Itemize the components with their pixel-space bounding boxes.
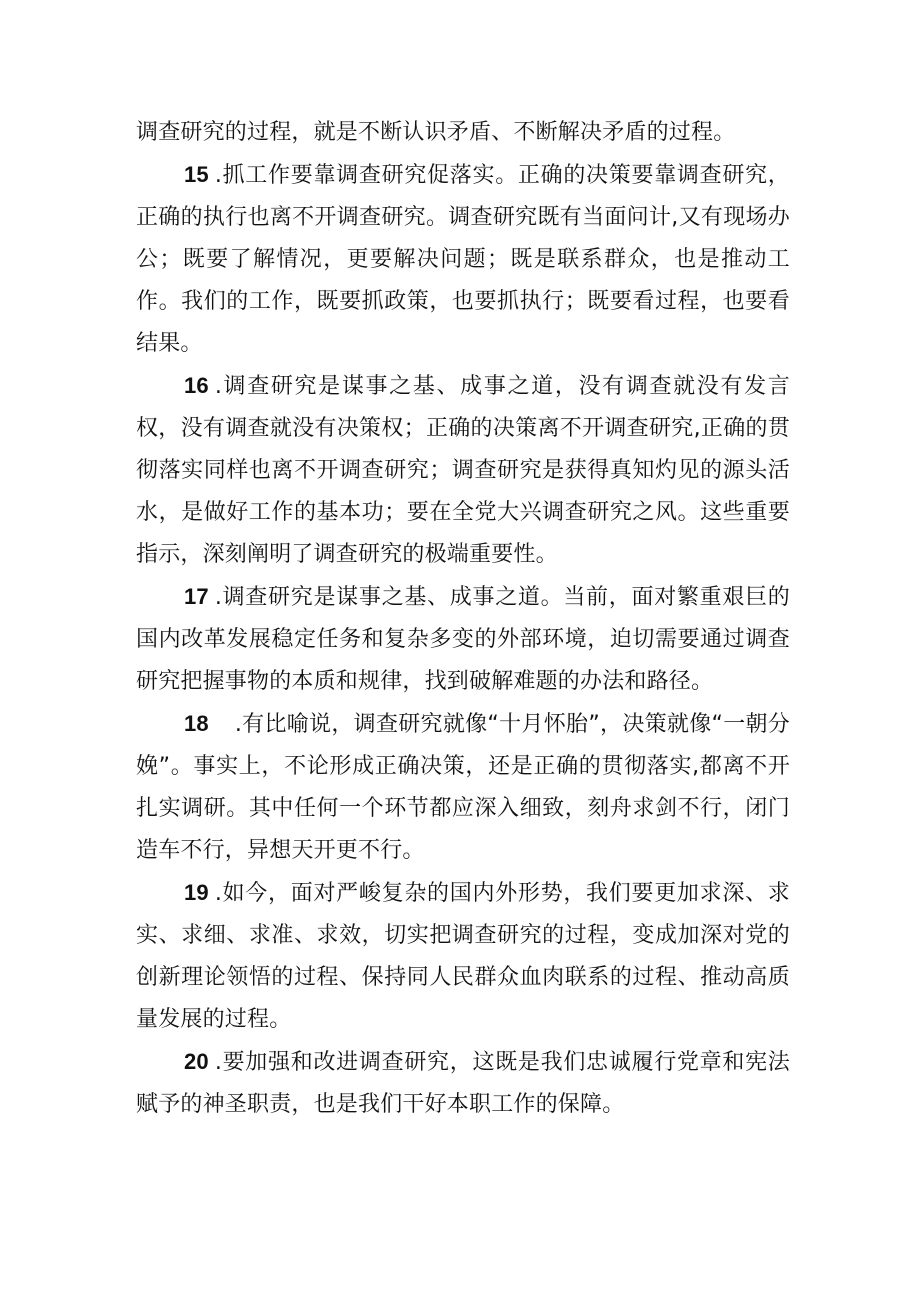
paragraph-text: .抓工作要靠调查研究促落实。正确的决策要靠调查研究，正确的执行也离不开调查研究。调查研究既有当面问计,又有现场办公；既要了解情况，更要解决问题；既是联系群众，也是推动工作。我们的工作，既要抓政策，也要抓执行；既要看过程，也要看结果。 <box>136 163 790 356</box>
paragraph-15 <box>136 154 790 365</box>
paragraph-20 <box>136 1041 790 1126</box>
paragraph-text: 调查研究的过程，就是不断认识矛盾、不断解决矛盾的过程。 <box>136 120 736 145</box>
paragraph-number: 16 <box>184 373 209 398</box>
paragraph-19 <box>136 872 790 1041</box>
paragraph-number: 15 <box>184 162 209 187</box>
document-body <box>136 112 790 1126</box>
paragraph-text: .调查研究是谋事之基、成事之道。当前，面对繁重艰巨的国内改革发展稳定任务和复杂多变的外部环境，迫切需要通过调查研究把握事物的本质和规律，找到破解难题的办法和路径。 <box>136 585 790 694</box>
paragraph-continuation <box>136 112 790 154</box>
paragraph-number: 17 <box>184 584 209 609</box>
paragraph-17 <box>136 576 790 703</box>
paragraph-number: 18 <box>184 711 209 736</box>
paragraph-text: .要加强和改进调查研究，这既是我们忠诚履行党章和宪法赋予的神圣职责，也是我们干好本职工作的保障。 <box>136 1050 790 1117</box>
paragraph-number: 20 <box>184 1049 209 1074</box>
paragraph-text: .如今，面对严峻复杂的国内外形势，我们要更加求深、求实、求细、求准、求效，切实把调查研究的过程，变成加深对党的创新理论领悟的过程、保持同人民群众血肉联系的过程、推动高质量发展的过程。 <box>136 881 790 1032</box>
paragraph-16 <box>136 365 790 576</box>
paragraph-text: .有比喻说，调查研究就像“十月怀胎”，决策就像“一朝分娩”。事实上，不论形成正确决策，还是正确的贯彻落实,都离不开扎实调研。其中任何一个环节都应深入细致，刻舟求剑不行，闭门造车不行，异想天开更不行。 <box>136 712 790 863</box>
paragraph-18 <box>136 703 790 872</box>
paragraph-text: .调查研究是谋事之基、成事之道，没有调查就没有发言权，没有调查就没有决策权；正确的决策离不开调查研究,正确的贯彻落实同样也离不开调查研究；调查研究是获得真知灼见的源头活水，是做好工作的基本功；要在全党大兴调查研究之风。这些重要指示，深刻阐明了调查研究的极端重要性。 <box>136 374 790 567</box>
paragraph-number: 19 <box>184 880 209 905</box>
